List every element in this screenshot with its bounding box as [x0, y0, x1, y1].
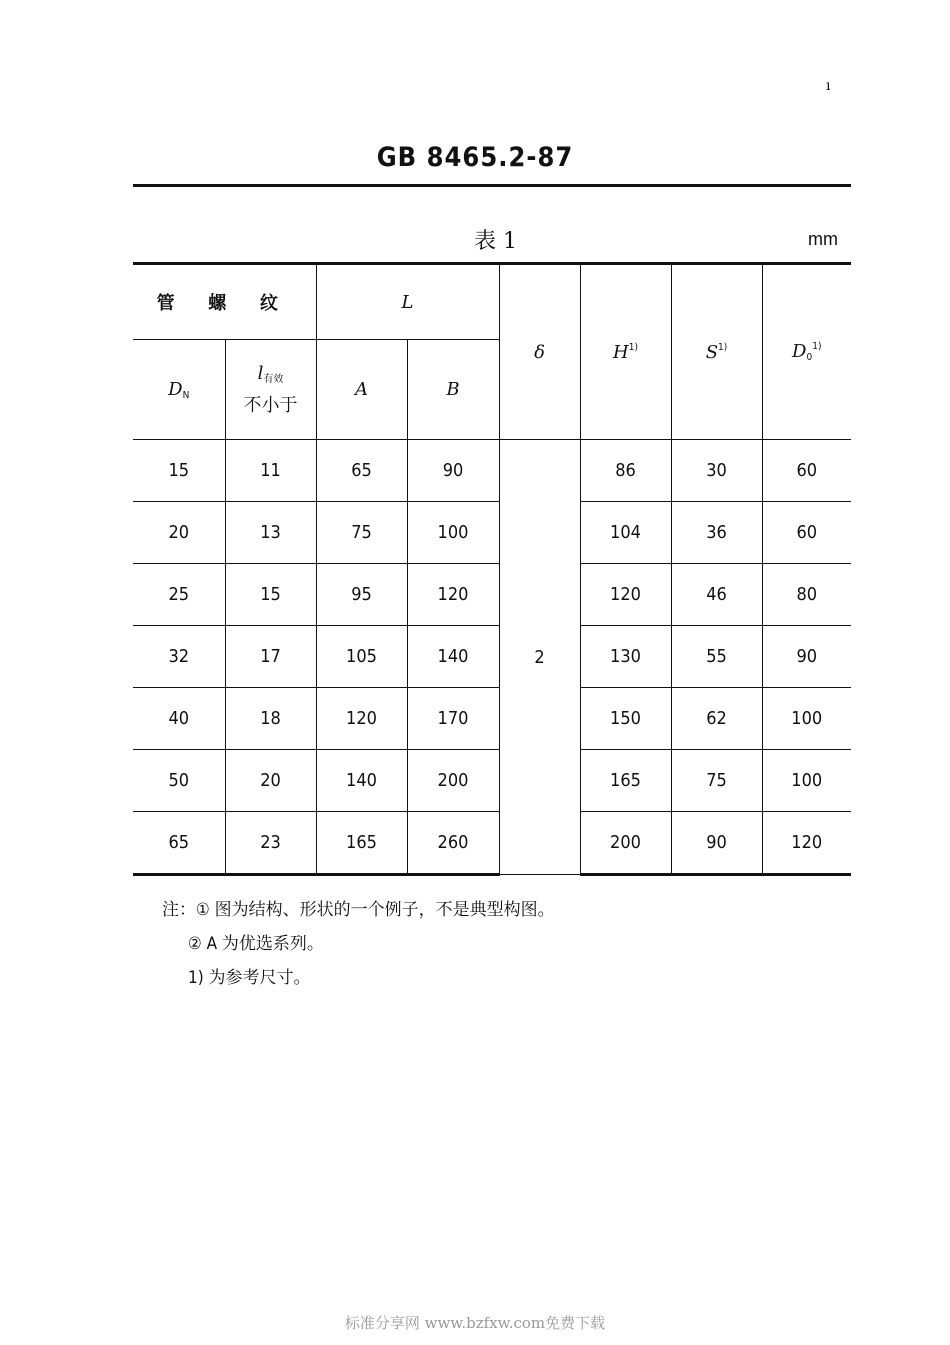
- title-rule: [133, 184, 851, 187]
- document-title: GB 8465.2-87: [376, 142, 574, 173]
- cell-a: 120: [316, 688, 407, 750]
- cell-s: 75: [671, 750, 762, 812]
- cell-delta: 2: [499, 440, 580, 875]
- cell-s: 90: [671, 812, 762, 875]
- table-caption: 表 1: [474, 229, 517, 254]
- header-S-sup: 1): [718, 341, 728, 353]
- note-1: 注：① 图为结构、形状的一个例子，不是典型构图。: [162, 900, 555, 920]
- cell-d0: 90: [762, 626, 851, 688]
- cell-a: 95: [316, 564, 407, 626]
- cell-dn: 65: [133, 812, 225, 875]
- cell-h: 200: [580, 812, 671, 875]
- cell-h: 86: [580, 440, 671, 502]
- header-B-label: B: [446, 379, 460, 400]
- table-row: [133, 626, 851, 688]
- cell-l: 18: [225, 688, 316, 750]
- cell-h: 104: [580, 502, 671, 564]
- cell-d0: 100: [762, 688, 851, 750]
- table-body: [133, 440, 851, 875]
- cell-l: 13: [225, 502, 316, 564]
- cell-d0: 60: [762, 502, 851, 564]
- cell-dn: 32: [133, 626, 225, 688]
- header-l-sub: 有效: [263, 373, 284, 385]
- header-D0-label: D: [792, 341, 807, 362]
- header-D0: [762, 264, 851, 440]
- cell-b: 200: [407, 750, 499, 812]
- cell-d0: 100: [762, 750, 851, 812]
- cell-h: 130: [580, 626, 671, 688]
- cell-l: 23: [225, 812, 316, 875]
- cell-h: 120: [580, 564, 671, 626]
- header-B: [407, 340, 499, 440]
- table-row: [133, 502, 851, 564]
- cell-s: 46: [671, 564, 762, 626]
- table-row: [133, 750, 851, 812]
- cell-a: 75: [316, 502, 407, 564]
- cell-a: 65: [316, 440, 407, 502]
- dimension-table: [133, 262, 851, 876]
- header-dn-sub: N: [182, 389, 190, 401]
- cell-h: 150: [580, 688, 671, 750]
- header-dn: [133, 340, 225, 440]
- footer-watermark: 标准分享网 www.bzfxw.com免费下载: [344, 1314, 606, 1332]
- table-row: [133, 688, 851, 750]
- cell-l: 15: [225, 564, 316, 626]
- header-thread-label: 管 螺 纹: [156, 293, 292, 314]
- cell-s: 36: [671, 502, 762, 564]
- notes: [162, 893, 555, 995]
- table-row: [133, 564, 851, 626]
- cell-a: 140: [316, 750, 407, 812]
- corner-mark: ı: [826, 78, 831, 94]
- cell-dn: 20: [133, 502, 225, 564]
- header-delta: [499, 264, 580, 440]
- cell-l: 11: [225, 440, 316, 502]
- cell-dn: 25: [133, 564, 225, 626]
- cell-dn: 50: [133, 750, 225, 812]
- cell-b: 170: [407, 688, 499, 750]
- cell-b: 260: [407, 812, 499, 875]
- cell-a: 165: [316, 812, 407, 875]
- header-H-sup: 1): [628, 341, 638, 353]
- cell-b: 120: [407, 564, 499, 626]
- header-A: [316, 340, 407, 440]
- header-L-label: L: [401, 291, 414, 313]
- cell-b: 140: [407, 626, 499, 688]
- header-l-note: 不小于: [243, 394, 298, 416]
- cell-d0: 80: [762, 564, 851, 626]
- header-l-label: l: [257, 362, 264, 384]
- cell-s: 30: [671, 440, 762, 502]
- header-S: [671, 264, 762, 440]
- note-2: ② A 为优选系列。: [188, 934, 324, 954]
- cell-b: 100: [407, 502, 499, 564]
- cell-s: 62: [671, 688, 762, 750]
- cell-l: 20: [225, 750, 316, 812]
- header-L-group: [316, 264, 499, 340]
- table-row: [133, 812, 851, 875]
- header-l-effective: [225, 340, 316, 440]
- cell-s: 55: [671, 626, 762, 688]
- cell-dn: 15: [133, 440, 225, 502]
- header-dn-label: D: [168, 378, 183, 400]
- header-H: [580, 264, 671, 440]
- cell-d0: 120: [762, 812, 851, 875]
- cell-a: 105: [316, 626, 407, 688]
- header-delta-label: δ: [534, 341, 545, 363]
- header-thread-group: [133, 264, 316, 340]
- unit-label: mm: [808, 229, 838, 249]
- cell-b: 90: [407, 440, 499, 502]
- header-row-1: [133, 264, 851, 340]
- cell-h: 165: [580, 750, 671, 812]
- table-row: [133, 440, 851, 502]
- cell-dn: 40: [133, 688, 225, 750]
- note-3: 1) 为参考尺寸。: [188, 968, 311, 988]
- cell-l: 17: [225, 626, 316, 688]
- header-H-label: H: [613, 341, 629, 363]
- cell-d0: 60: [762, 440, 851, 502]
- header-D0-sup: 1): [812, 341, 822, 352]
- header-D0-sub: 0: [806, 352, 813, 363]
- header-A-label: A: [355, 379, 368, 400]
- header-S-label: S: [705, 341, 719, 363]
